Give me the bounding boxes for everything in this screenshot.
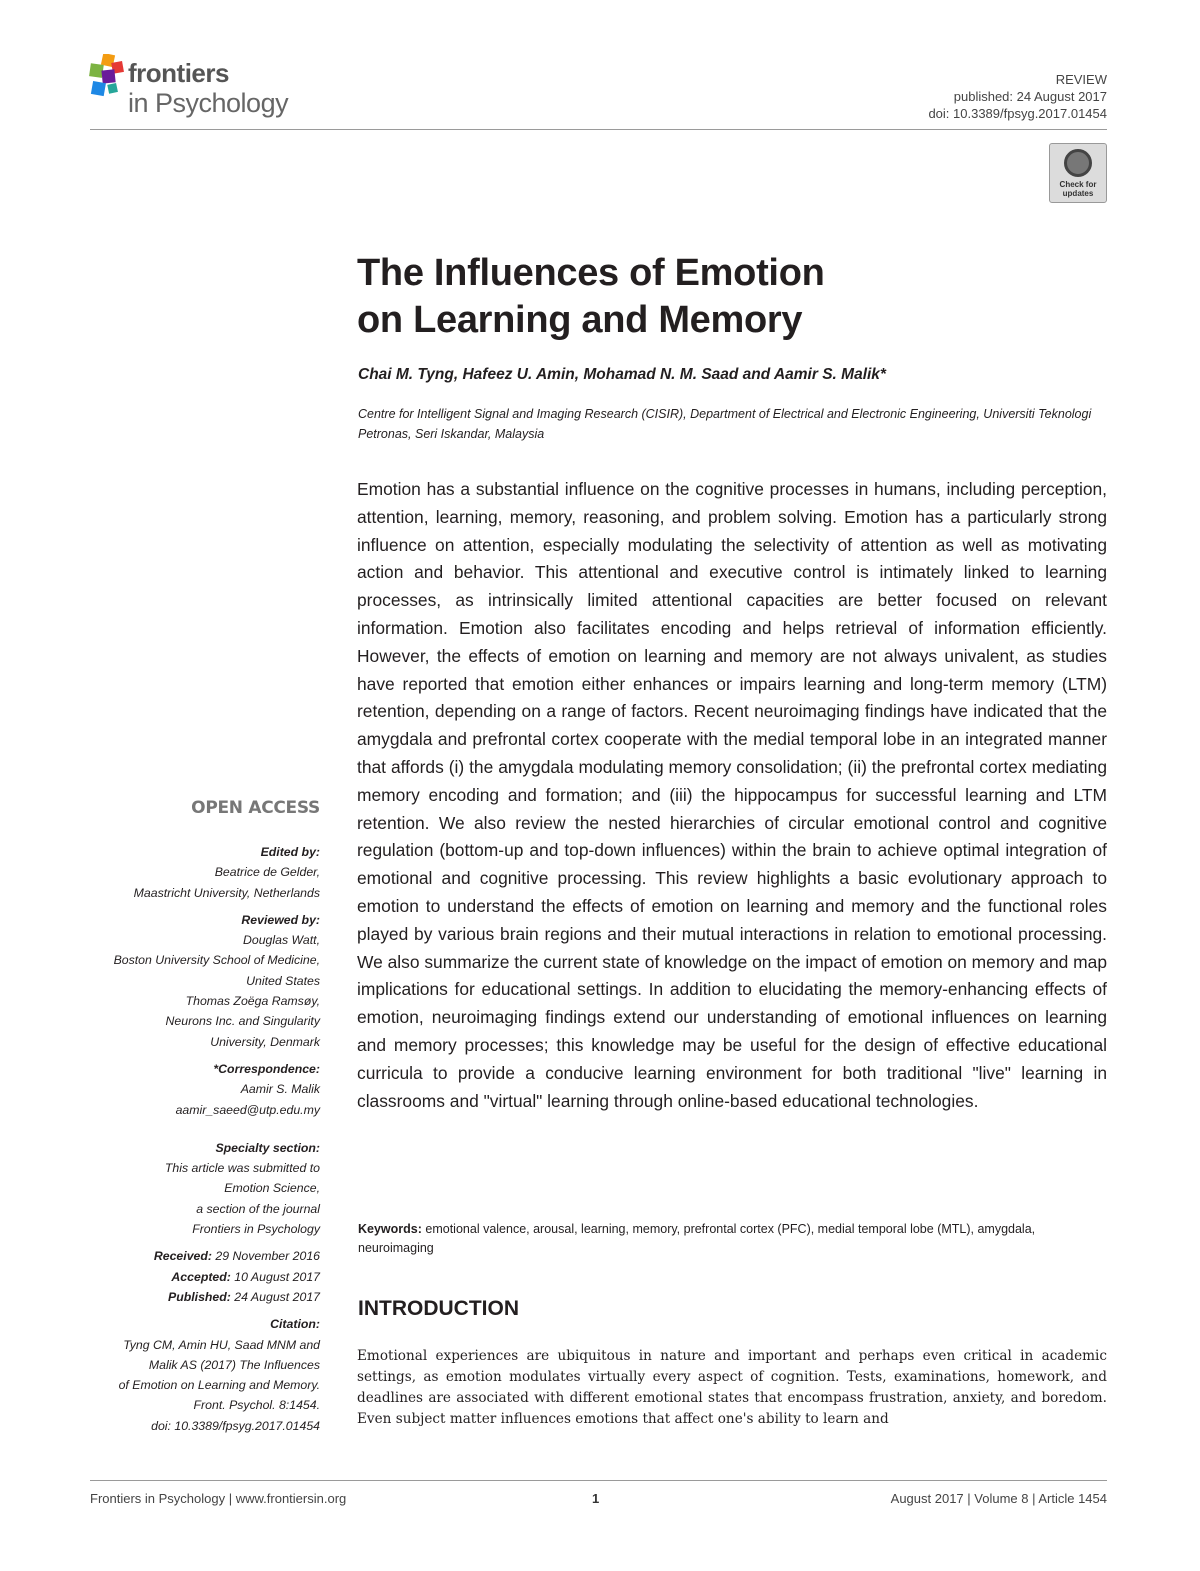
open-access-label: OPEN ACCESS xyxy=(191,798,320,818)
reviewer-line: University, Denmark xyxy=(210,1034,320,1049)
citation-label: Citation: xyxy=(270,1317,320,1332)
edited-by-block xyxy=(60,842,320,903)
keywords-list: emotional valence, arousal, learning, memory, prefrontal cortex (PFC), medial temporal lobe (MTL), amygdala, neuroimaging xyxy=(358,1222,1036,1255)
reviewer-line: Douglas Watt, xyxy=(242,933,320,948)
citation-line: Front. Psychol. 8:1454. xyxy=(193,1398,320,1413)
reviewer-line: Boston University School of Medicine, xyxy=(113,953,320,968)
accepted-date xyxy=(60,1267,320,1287)
logo-wordmark: frontiers xyxy=(128,58,229,88)
reviewed-by-label: Reviewed by: xyxy=(241,912,320,927)
specialty-line: Frontiers in Psychology xyxy=(192,1222,320,1237)
frontiers-logo-icon xyxy=(88,54,126,102)
reviewer-line: Neurons Inc. and Singularity xyxy=(165,1014,320,1029)
correspondence-block xyxy=(60,1059,320,1120)
citation-line: of Emotion on Learning and Memory. xyxy=(118,1378,320,1393)
footer-divider xyxy=(90,1480,1107,1481)
accepted-value: 10 August 2017 xyxy=(234,1269,320,1284)
footer-journal-link[interactable]: Frontiers in Psychology | www.frontiersin.org xyxy=(90,1491,347,1506)
correspondence-label: *Correspondence: xyxy=(213,1061,320,1076)
logo-journal-name: in Psychology xyxy=(128,88,289,118)
received-label: Received: xyxy=(153,1249,212,1264)
received-date xyxy=(60,1246,320,1266)
introduction-paragraph: Emotional experiences are ubiquitous in nature and important and perhaps even critical in academic settings, as emotion modulates virtually every aspect of cognition. Tests, examinations, homework, and deadlines are associated with different emotional states that encompass frustration, anxiety, and boredom. Even subject matter influences emotions that affect one's ability to learn and xyxy=(357,1348,1107,1427)
keywords-label: Keywords: xyxy=(358,1222,422,1236)
crossmark-label: Check for updates xyxy=(1059,180,1097,198)
article-title xyxy=(357,250,1057,344)
author-list: Chai M. Tyng, Hafeez U. Amin, Mohamad N. M. Saad and Aamir S. Malik* xyxy=(358,366,886,383)
dates-block xyxy=(60,1246,320,1307)
reviewer-line: Thomas Zoëga Ramsøy, xyxy=(185,994,320,1009)
journal-logo[interactable] xyxy=(88,48,318,128)
footer-issue-info: August 2017 | Volume 8 | Article 1454 xyxy=(890,1491,1107,1506)
citation-line: Malik AS (2017) The Influences xyxy=(148,1357,320,1372)
specialty-line: Emotion Science, xyxy=(224,1181,320,1196)
specialty-label: Specialty section: xyxy=(215,1140,320,1155)
published-label: Published: xyxy=(168,1289,231,1304)
citation-line: Tyng CM, Amin HU, Saad MNM and xyxy=(123,1337,320,1352)
published-value: 24 August 2017 xyxy=(234,1289,320,1304)
article-type: REVIEW xyxy=(1055,72,1107,87)
affiliation: Centre for Intelligent Signal and Imaging Research (CISIR), Department of Electrical and Electronic Engineering, Universiti Teknologi Petronas, Seri Iskandar, Malaysia xyxy=(358,407,1092,441)
citation-block xyxy=(60,1314,320,1436)
article-meta xyxy=(928,71,1107,122)
specialty-section-block xyxy=(60,1138,320,1239)
received-value: 29 November 2016 xyxy=(215,1249,320,1264)
header-divider xyxy=(90,129,1107,130)
accepted-label: Accepted: xyxy=(171,1269,231,1284)
published-date: published: 24 August 2017 xyxy=(953,89,1107,104)
correspondence-email[interactable]: aamir_saeed@utp.edu.my xyxy=(175,1102,320,1117)
published-date-sidebar xyxy=(60,1287,320,1307)
editor-line: Maastricht University, Netherlands xyxy=(133,885,320,900)
correspondence-name: Aamir S. Malik xyxy=(240,1082,320,1097)
citation-doi[interactable]: doi: 10.3389/fpsyg.2017.01454 xyxy=(151,1418,320,1433)
editor-line: Beatrice de Gelder, xyxy=(214,865,320,880)
doi-link[interactable]: doi: 10.3389/fpsyg.2017.01454 xyxy=(928,106,1107,121)
title-line-2: on Learning and Memory xyxy=(357,299,803,341)
section-heading-introduction: INTRODUCTION xyxy=(358,1297,519,1320)
edited-by-label: Edited by: xyxy=(260,845,320,859)
reviewer-line: United States xyxy=(246,973,320,988)
specialty-line: a section of the journal xyxy=(196,1201,320,1216)
reviewed-by-block xyxy=(60,910,320,1052)
crossmark-icon xyxy=(1064,149,1092,177)
article-info-sidebar xyxy=(60,842,320,1443)
keywords xyxy=(358,1220,1108,1258)
title-line-1: The Influences of Emotion xyxy=(357,252,825,294)
specialty-line: This article was submitted to xyxy=(164,1161,320,1176)
page-number: 1 xyxy=(592,1491,600,1506)
check-for-updates-button[interactable] xyxy=(1049,143,1107,203)
abstract: Emotion has a substantial influence on the cognitive processes in humans, including perception, attention, learning, memory, reasoning, and problem solving. Emotion has a particularly strong influence on attention, especially modulating the selectivity of attention as well as motivating action and behavior. This attentional and executive control is intimately linked to learning processes, as intrinsically limited attentional capacities are better focused on relevant information. Emotion also facilitates encoding and helps retrieval of information efficiently. However, the effects of emotion on learning and memory are not always univalent, as studies have reported that emotion either enhances or impairs learning and long-term memory (LTM) retention, depending on a range of factors. Recent neuroimaging findings have indicated that the amygdala and prefrontal cortex cooperate with the medial temporal lobe in an integrated manner that affords (i) the amygdala modulating memory consolidation; (ii) the prefrontal cortex mediating memory encoding and formation; and (iii) the hippocampus for successful learning and LTM retention. We also review the nested hierarchies of circular emotional control and cognitive regulation (bottom-up and top-down influences) within the brain to achieve optimal integration of emotional and cognitive processing. This review highlights a basic evolutionary approach to emotion to understand the effects of emotion on learning and memory and the functional roles played by various brain regions and their mutual interactions in relation to emotional processing. We also summarize the current state of knowledge on the impact of emotion on memory and map implications for educational settings. In addition to elucidating the memory-enhancing effects of emotion, neuroimaging findings extend our understanding of emotional influences on learning and memory processes; this knowledge may be useful for the design of effective educational curricula to provide a conducive learning environment for both traditional "live" learning in classrooms and "virtual" learning through online-based educational technologies. xyxy=(357,479,1107,1111)
